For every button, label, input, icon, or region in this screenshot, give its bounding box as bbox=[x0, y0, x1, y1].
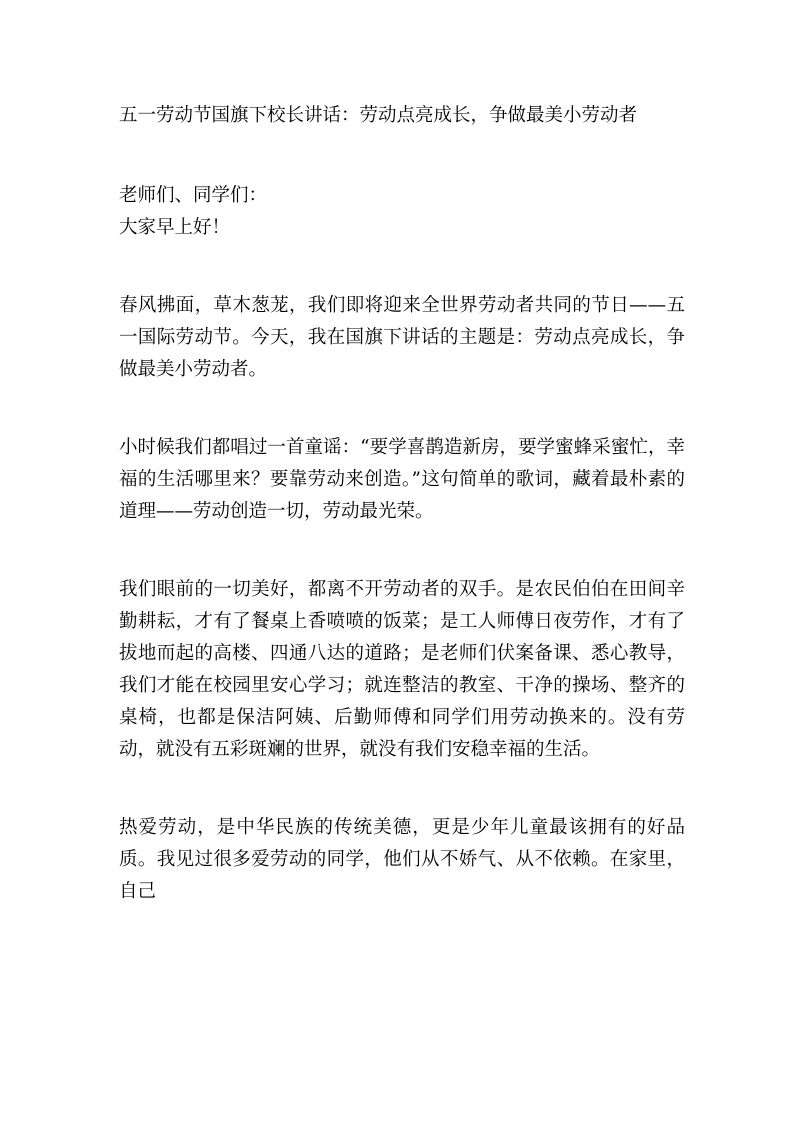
spacer bbox=[119, 386, 685, 432]
greeting: 大家早上好！ bbox=[119, 217, 231, 238]
document-body bbox=[119, 100, 685, 908]
paragraph-3: 我们眼前的一切美好，都离不开劳动者的双手。是农民伯伯在田间辛勤耕耘，才有了餐桌上香喷喷的饭菜；是工人师傅日夜劳作，才有了拔地而起的高楼、四通八达的道路；是老师们伏案备课、悉心教导，我们才能在校园里安心学习；就连整洁的教室、干净的操场、整齐的桌椅，也都是保洁阿姨、后勤师傅和同学们用劳动换来的。没有劳动，就没有五彩斑斓的世界，就没有我们安稳幸福的生活。 bbox=[119, 579, 685, 760]
spacer bbox=[119, 528, 685, 574]
paragraph-2: 小时候我们都唱过一首童谣：“要学喜鹊造新房，要学蜜蜂采蜜忙，幸福的生活哪里来？要靠劳动来创造。”这句简单的歌词，藏着最朴素的道理——劳动创造一切，劳动最光荣。 bbox=[119, 437, 685, 522]
paragraph-4: 热爱劳动，是中华民族的传统美德，更是少年儿童最该拥有的好品质。我见过很多爱劳动的同学，他们从不娇气、从不依赖。在家里，自己 bbox=[119, 817, 685, 902]
speech-title: 五一劳动节国旗下校长讲话：劳动点亮成长，争做最美小劳动者 bbox=[119, 105, 638, 126]
spacer bbox=[119, 766, 685, 812]
spacer bbox=[119, 132, 685, 180]
salutation: 老师们、同学们： bbox=[119, 185, 268, 206]
spacer bbox=[119, 244, 685, 290]
paragraph-1: 春风拂面，草木葱茏，我们即将迎来全世界劳动者共同的节日——五一国际劳动节。今天，我在国旗下讲话的主题是：劳动点亮成长，争做最美小劳动者。 bbox=[119, 295, 685, 380]
